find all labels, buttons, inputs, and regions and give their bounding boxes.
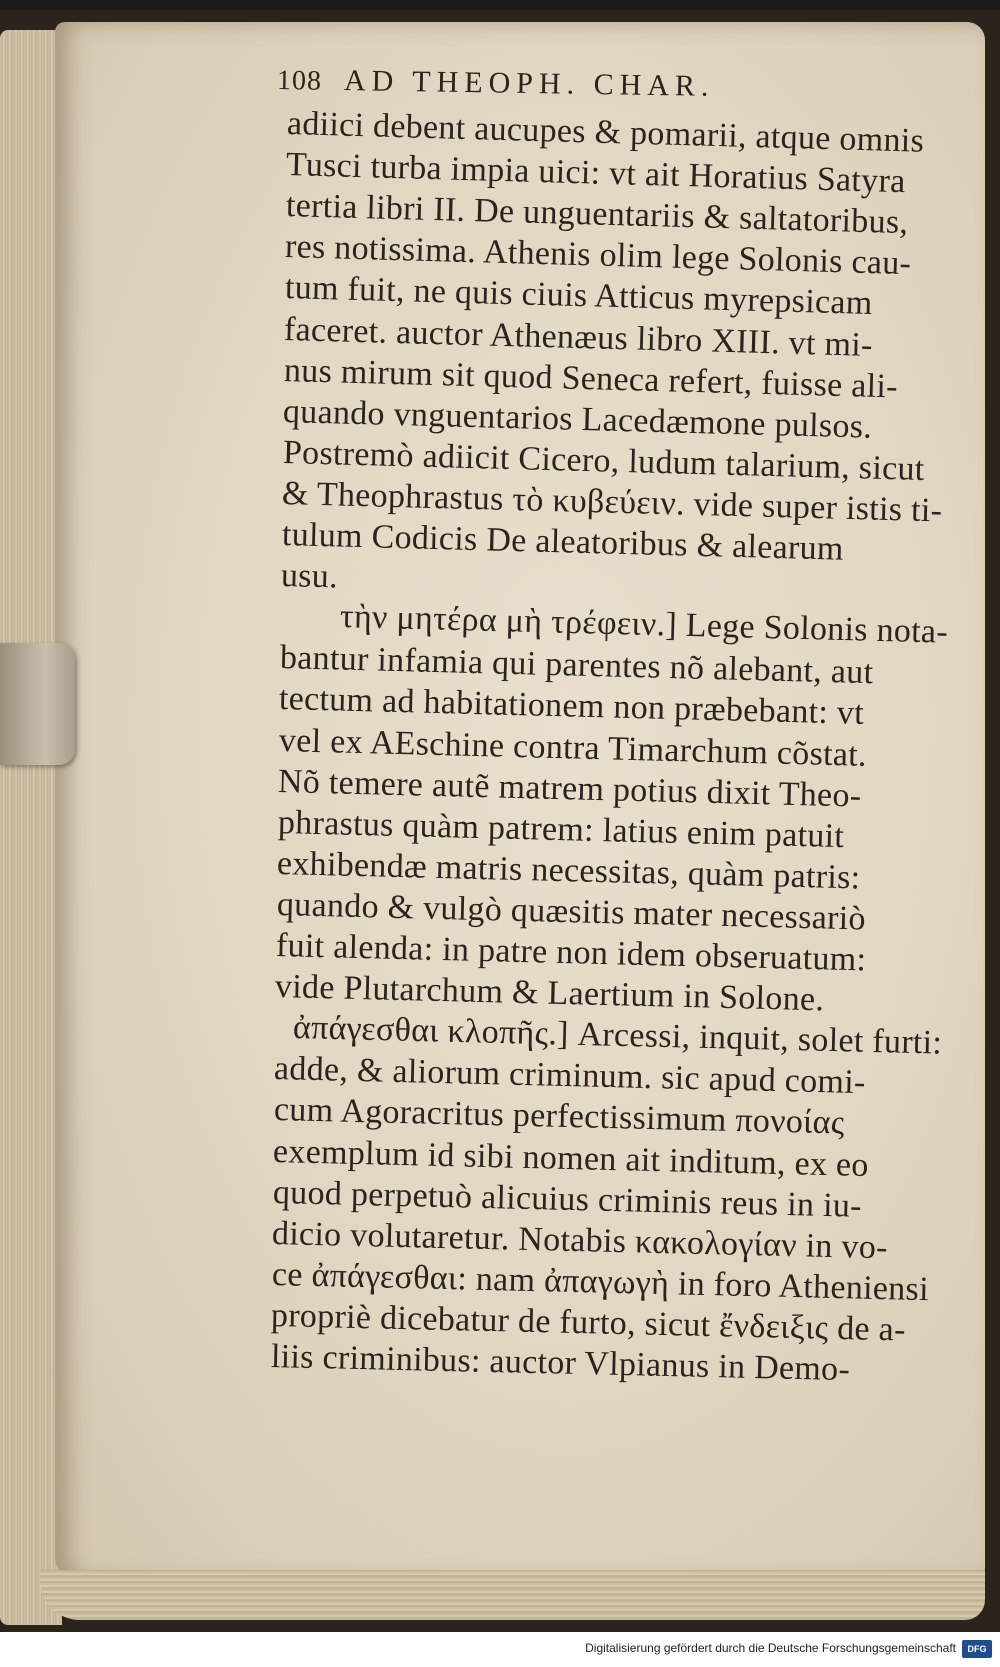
text-line: usu. bbox=[280, 557, 339, 596]
text-line: Nõ temere autẽ matrem potius dixit Theo- bbox=[277, 762, 863, 815]
text-line: adiici debent aucupes & pomarii, atque omnis bbox=[286, 105, 925, 160]
text-line: exhibendæ matris necessitas, quàm patris: bbox=[276, 844, 861, 897]
text-line: propriè dicebatur de furto, sicut ἔνδειξις de a- bbox=[270, 1296, 907, 1349]
text-line: Tusci turba impia uici: vt ait Horatius Satyra bbox=[285, 146, 907, 201]
text-line: quando vnguentarios Lacedæmone pulsos. bbox=[282, 392, 873, 446]
text-line: Postremò adiicit Cicero, ludum talarium, sicut bbox=[282, 433, 925, 488]
text-line: bantur infamia qui parentes nõ alebant, aut bbox=[279, 639, 874, 692]
text-line: τὴν μητέρα μὴ τρέφειν.] Lege Solonis nota- bbox=[339, 598, 949, 651]
text-line: tertia libri II. De unguentariis & saltatoribus, bbox=[285, 187, 909, 242]
footer-bar bbox=[0, 1632, 1000, 1667]
page-edges bbox=[0, 30, 62, 1625]
text-line: dicio volutaretur. Notabis κακολογίαν in vo- bbox=[271, 1214, 889, 1266]
dfg-logo-icon: DFG bbox=[962, 1640, 992, 1658]
book-scan bbox=[0, 10, 1000, 1632]
text-line: tectum ad habitationem non præbebant: vt bbox=[278, 680, 865, 733]
text-line: ἀπάγεσθαι κλοπῆς.] Arcessi, inquit, solet furti: bbox=[292, 1009, 943, 1062]
text-line: cum Agoracritus perfectissimum πονοίας bbox=[273, 1091, 845, 1142]
text-line: vide Plutarchum & Laertium in Solone. bbox=[275, 968, 826, 1019]
text-line: tum fuit, ne quis ciuis Atticus myrepsicam bbox=[284, 269, 873, 323]
text-line: res notissima. Athenis olim lege Solonis cau- bbox=[284, 228, 913, 283]
footer-credit: Digitalisierung gefördert durch die Deutsche Forschungsgemeinschaft bbox=[585, 1641, 956, 1655]
text-line: quod perpetuò alicuius criminis reus in iu- bbox=[272, 1173, 862, 1225]
text-line: fuit alenda: in patre non idem obseruatum: bbox=[275, 927, 867, 979]
text-line: faceret. auctor Athenæus libro XIII. vt mi- bbox=[283, 310, 874, 364]
page-number: 108 bbox=[276, 65, 323, 97]
text-line: quando & vulgò quæsitis mater necessariò bbox=[276, 885, 866, 938]
book-page bbox=[55, 22, 985, 1582]
text-line: & Theophrastus τὸ κυβεύειν. vide super istis ti- bbox=[281, 474, 943, 530]
text-line: vel ex AEschine contra Timarchum cõstat. bbox=[278, 721, 868, 774]
page-bottom-edges bbox=[40, 1570, 985, 1620]
text-line: ce ἀπάγεσθαι: nam ἀπαγωγὴ in foro Atheniensi bbox=[271, 1255, 929, 1308]
text-line: tulum Codicis De aleatoribus & alearum bbox=[281, 516, 844, 568]
text-line: adde, & aliorum criminum. sic apud comi- bbox=[273, 1050, 867, 1102]
bookmark-tab bbox=[0, 643, 75, 765]
text-line: exemplum id sibi nomen ait inditum, ex eo bbox=[272, 1132, 870, 1184]
text-line: nus mirum sit quod Seneca refert, fuisse ali- bbox=[283, 351, 899, 406]
running-head-title: AD THEOPH. CHAR. bbox=[343, 64, 715, 103]
running-head bbox=[277, 60, 715, 108]
text-line: phrastus quàm patrem: latius enim patuit bbox=[277, 803, 845, 855]
text-line: liis criminibus: auctor Vlpianus in Demo- bbox=[270, 1338, 851, 1389]
